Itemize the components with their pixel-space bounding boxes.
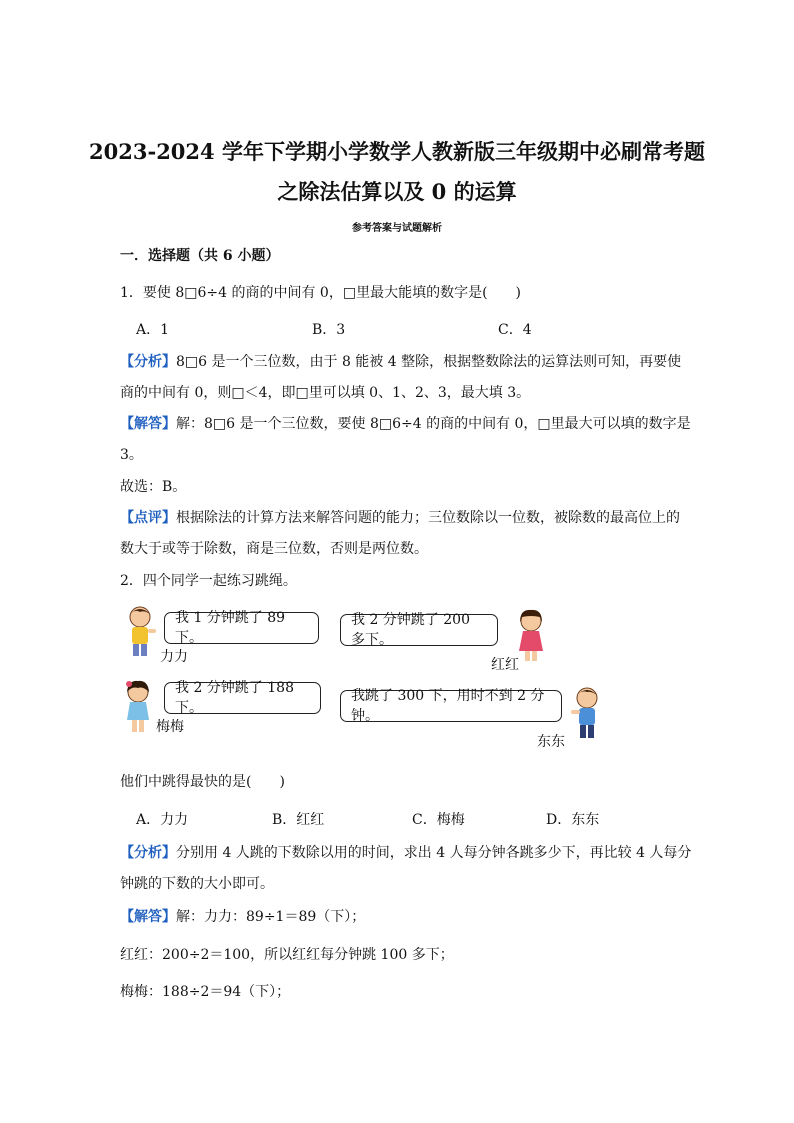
speech-bubble-lili: 我 1 分钟跳了 89 下。 bbox=[164, 612, 319, 644]
q1-option-a: A．1 bbox=[136, 322, 170, 338]
q2-option-a: A．力力 bbox=[136, 812, 189, 828]
q1-analysis-line1 bbox=[120, 352, 681, 372]
name-lili: 力力 bbox=[160, 649, 188, 665]
speech-bubble-dongdong: 我跳了 300 下，用时不到 2 分钟。 bbox=[340, 690, 562, 722]
page-subtitle: 参考答案与试题解析 bbox=[352, 223, 442, 234]
q2-answer-line1 bbox=[120, 907, 365, 927]
q2-option-b: B．红红 bbox=[272, 812, 325, 828]
comment-tag: 【点评】 bbox=[120, 510, 176, 526]
name-honghong: 红红 bbox=[491, 657, 519, 673]
q1-answer-text: 解：8□6 是一个三位数，要使 8□6÷4 的商的中间有 0，□里最大可以填的数字是 bbox=[176, 416, 691, 432]
speech-bubble-meimei: 我 2 分钟跳了 188 下。 bbox=[164, 682, 321, 714]
q1-answer-line2: 3。 bbox=[120, 447, 143, 463]
girl-honghong-illustration bbox=[514, 609, 548, 665]
q2-question: 他们中跳得最快的是( ) bbox=[120, 774, 285, 790]
q2-option-c: C．梅梅 bbox=[412, 812, 465, 828]
section-heading: 一．选择题（共 6 小题） bbox=[120, 248, 280, 264]
q2-option-d: D．东东 bbox=[546, 812, 600, 828]
q1-comment-line2: 数大于或等于除数，商是三位数，否则是两位数。 bbox=[120, 541, 428, 557]
q1-stem: 1．要使 8□6÷4 的商的中间有 0，□里最大能填的数字是( ) bbox=[120, 285, 521, 301]
analysis-tag: 【分析】 bbox=[120, 845, 176, 861]
answer-tag: 【解答】 bbox=[120, 909, 176, 925]
name-dongdong: 东东 bbox=[537, 734, 565, 750]
q2-analysis-text: 分别用 4 人跳的下数除以用的时间，求出 4 人每分钟各跳多少下，再比较 4 人每分 bbox=[176, 845, 692, 861]
q2-answer-line2: 红红：200÷2＝100，所以红红每分钟跳 100 多下； bbox=[120, 947, 454, 963]
q1-analysis-text: 8□6 是一个三位数，由于 8 能被 4 整除，根据整数除法的运算法则可知，再要使 bbox=[176, 354, 682, 370]
q1-answer-line1 bbox=[120, 414, 691, 434]
boy-lili-illustration bbox=[122, 605, 158, 661]
q1-comment-line1 bbox=[120, 508, 680, 528]
q2-answer-line3: 梅梅：188÷2＝94（下）； bbox=[120, 984, 291, 1000]
speech-bubble-honghong: 我 2 分钟跳了 200 多下。 bbox=[340, 614, 498, 646]
q2-stem: 2．四个同学一起练习跳绳。 bbox=[120, 573, 297, 589]
name-meimei: 梅梅 bbox=[156, 719, 184, 735]
q2-analysis-line1 bbox=[120, 843, 691, 863]
analysis-tag: 【分析】 bbox=[120, 354, 176, 370]
page-title-line2: 之除法估算以及 0 的运算 bbox=[277, 179, 517, 204]
q1-option-b: B．3 bbox=[312, 322, 346, 338]
answer-tag: 【解答】 bbox=[120, 416, 176, 432]
q1-option-c: C．4 bbox=[498, 322, 532, 338]
girl-meimei-illustration bbox=[121, 680, 155, 736]
q1-analysis-line2: 商的中间有 0，则□＜4，即□里可以填 0、1、2、3，最大填 3。 bbox=[120, 385, 531, 401]
q1-comment-text: 根据除法的计算方法来解答问题的能力；三位数除以一位数，被除数的最高位上的 bbox=[176, 510, 680, 526]
page-title-line1: 2023-2024 学年下学期小学数学人教新版三年级期中必刷常考题 bbox=[89, 139, 705, 164]
q2-analysis-line2: 钟跳的下数的大小即可。 bbox=[120, 876, 274, 892]
q1-choose: 故选：B。 bbox=[120, 479, 187, 495]
q2-answer-text: 解：力力：89÷1＝89（下）； bbox=[176, 909, 366, 925]
boy-dongdong-illustration bbox=[570, 686, 604, 742]
